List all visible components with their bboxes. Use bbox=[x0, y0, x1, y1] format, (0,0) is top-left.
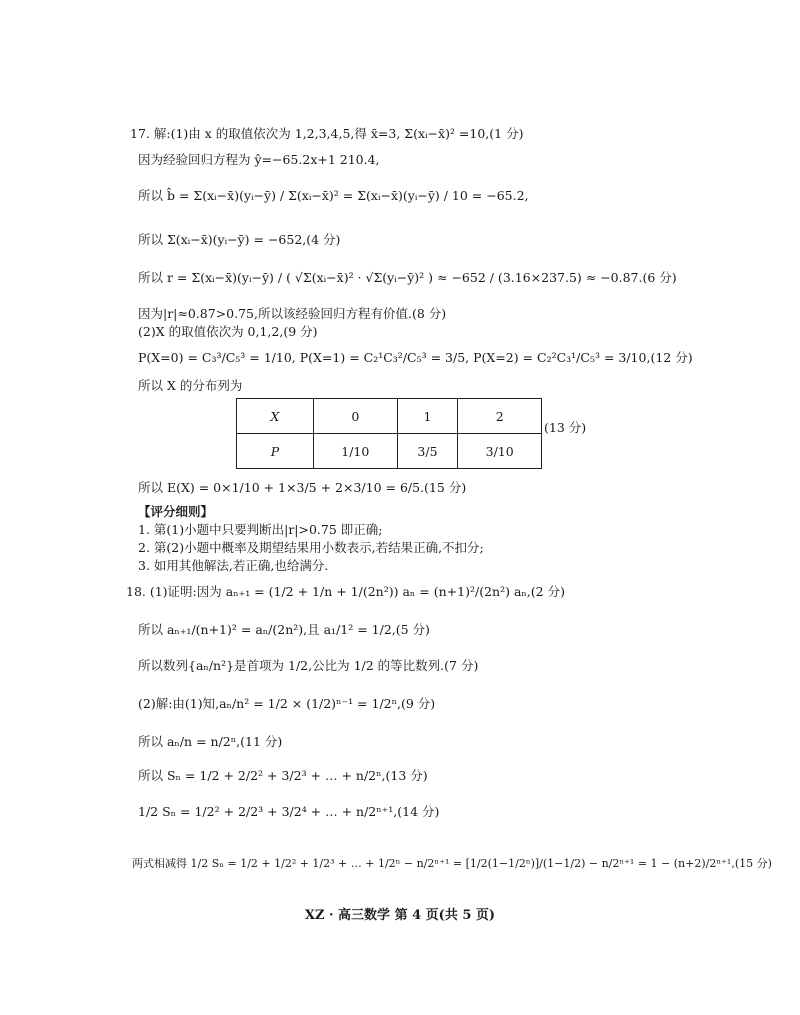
table-cell: 0 bbox=[314, 399, 398, 434]
p17-line-8: P(X=0) = C₃³/C₅³ = 1/10, P(X=1) = C₂¹C₃²/C₅³ = 3/5, P(X=2) = C₂²C₃¹/C₅³ = 3/10,(12 分) bbox=[138, 350, 693, 365]
table-cell: 3/10 bbox=[458, 434, 542, 469]
p17-line-9: 所以 X 的分布列为 bbox=[138, 378, 243, 393]
p18-line-2: 所以 aₙ₊₁/(n+1)² = aₙ/(2n²),且 a₁/1² = 1/2,(5 分) bbox=[138, 622, 430, 637]
rubric-title: 【评分细则】 bbox=[138, 504, 214, 519]
p17-line-4: 所以 Σ(xᵢ−x̄)(yᵢ−ȳ) = −652,(4 分) bbox=[138, 232, 341, 247]
rubric-item: 3. 如用其他解法,若正确,也给满分. bbox=[138, 558, 329, 573]
p18-line-5: 所以 aₙ/n = n/2ⁿ,(11 分) bbox=[138, 734, 283, 749]
p17-expectation: 所以 E(X) = 0×1/10 + 1×3/5 + 2×3/10 = 6/5.(15 分) bbox=[138, 480, 467, 495]
table-cell: 2 bbox=[458, 399, 542, 434]
p18-line-3: 所以数列{aₙ/n²}是首项为 1/2,公比为 1/2 的等比数列.(7 分) bbox=[138, 658, 479, 673]
distribution-table bbox=[236, 398, 542, 469]
page-footer: XZ · 高三数学 第 4 页(共 5 页) bbox=[304, 908, 496, 923]
table-cell: X bbox=[237, 399, 314, 434]
p18-line-4: (2)解:由(1)知,aₙ/n² = 1/2 × (1/2)ⁿ⁻¹ = 1/2ⁿ,(9 分) bbox=[138, 696, 436, 711]
table-cell: P bbox=[237, 434, 314, 469]
p17-line-5: 所以 r = Σ(xᵢ−x̄)(yᵢ−ȳ) / ( √Σ(xᵢ−x̄)² · √Σ(yᵢ−ȳ)² ) ≈ −652 / (3.16×237.5) ≈ −0.87.(6 分) bbox=[138, 270, 677, 285]
p18-line-6: 所以 Sₙ = 1/2 + 2/2² + 3/2³ + … + n/2ⁿ,(13 分) bbox=[138, 768, 428, 783]
table-cell: 3/5 bbox=[397, 434, 458, 469]
p17-line-1: 17. 解:(1)由 x 的取值依次为 1,2,3,4,5,得 x̄=3, Σ(xᵢ−x̄)² =10,(1 分) bbox=[130, 126, 524, 141]
table-cell: 1/10 bbox=[314, 434, 398, 469]
p18-line-1: 18. (1)证明:因为 aₙ₊₁ = (1/2 + 1/n + 1/(2n²)) aₙ = (n+1)²/(2n²) aₙ,(2 分) bbox=[126, 584, 565, 599]
p17-line-7: (2)X 的取值依次为 0,1,2,(9 分) bbox=[138, 324, 318, 339]
rubric-item: 2. 第(2)小题中概率及期望结果用小数表示,若结果正确,不扣分; bbox=[138, 540, 484, 555]
table-row bbox=[237, 434, 542, 469]
p17-line-2: 因为经验回归方程为 ŷ=−65.2x+1 210.4, bbox=[138, 152, 380, 167]
p18-line-7: 1/2 Sₙ = 1/2² + 2/2³ + 3/2⁴ + … + n/2ⁿ⁺¹,(14 分) bbox=[138, 804, 440, 819]
table-row bbox=[237, 399, 542, 434]
table-cell: 1 bbox=[397, 399, 458, 434]
p17-line-6: 因为|r|≈0.87>0.75,所以该经验回归方程有价值.(8 分) bbox=[138, 306, 447, 321]
p18-line-8: 两式相减得 1/2 Sₙ = 1/2 + 1/2² + 1/2³ + … + 1/2ⁿ − n/2ⁿ⁺¹ = [1/2(1−1/2ⁿ)]/(1−1/2) − n/2ⁿ⁺¹ = 1 − (n+2)/2ⁿ⁺¹,(15 分) bbox=[132, 857, 772, 870]
rubric-item: 1. 第(1)小题中只要判断出|r|>0.75 即正确; bbox=[138, 522, 383, 537]
p17-line-3: 所以 b̂ = Σ(xᵢ−x̄)(yᵢ−ȳ) / Σ(xᵢ−x̄)² = Σ(xᵢ−x̄)(yᵢ−ȳ) / 10 = −65.2, bbox=[138, 188, 529, 203]
table-score: (13 分) bbox=[544, 420, 587, 435]
